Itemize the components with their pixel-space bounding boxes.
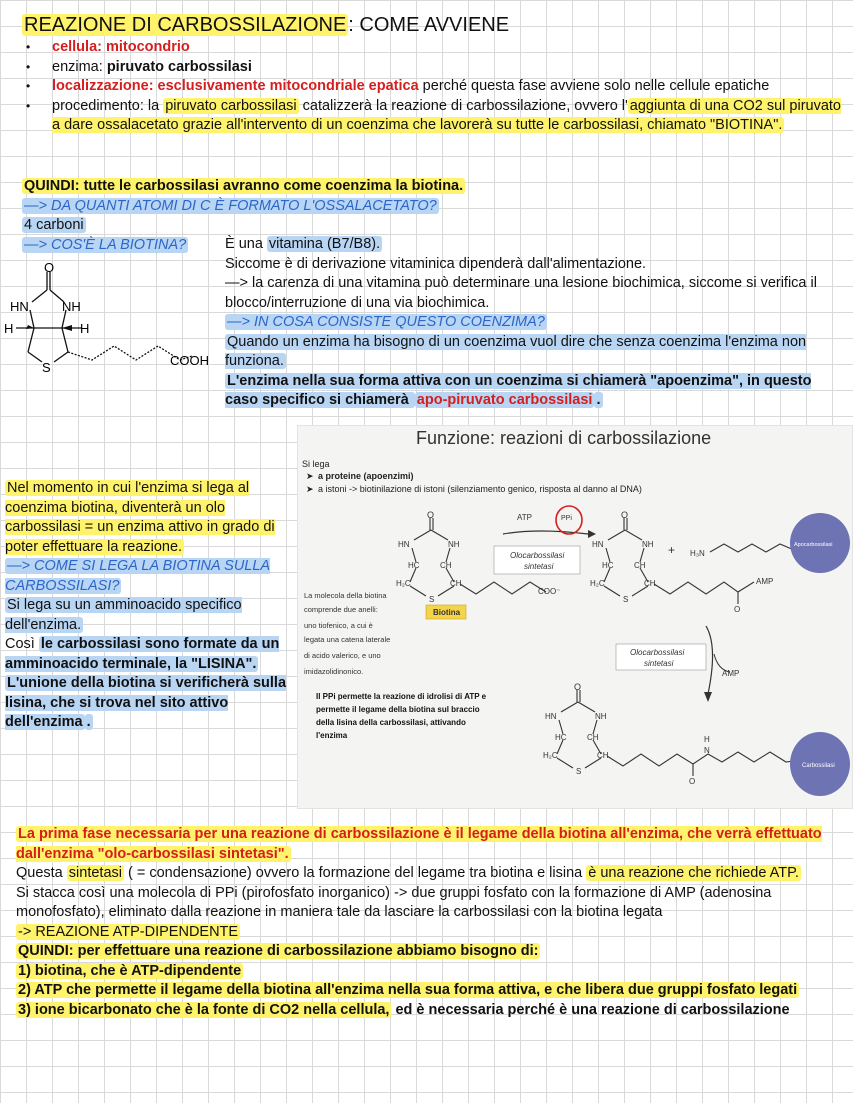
svg-text:della lisina della carbossilas: della lisina della carbossilasi, attivando xyxy=(316,718,466,727)
m1-hn: HN xyxy=(398,540,410,549)
m2-hc: HC xyxy=(602,561,614,570)
question-biotin-binding: —> COME SI LEGA LA BIOTINA SULLA CARBOSSILASI? xyxy=(5,558,271,594)
conclusion-1: QUINDI: tutte le carbossilasi avranno come coenzima la biotina. xyxy=(24,178,464,194)
svg-text:di acido valerico, e uno: di acido valerico, e uno xyxy=(304,651,381,660)
biotin-bonds xyxy=(16,272,192,362)
apocarboxylase-label: Apocarbossilasi xyxy=(794,542,833,548)
figure-bullet-arrow-1: ➤ xyxy=(306,471,314,481)
enzyme-box-1-l1: Olocarbossilasi xyxy=(510,551,565,560)
group-cooh: COOH xyxy=(170,353,209,368)
m3-nh: NH xyxy=(595,712,607,721)
m1-h2c: H₂C xyxy=(396,579,411,588)
figure-bullet-1: a proteine (apoenzimi) xyxy=(318,471,414,481)
question-biotin: —> COS'È LA BIOTINA? xyxy=(24,237,187,253)
coenzyme-need-line: Quando un enzima ha bisogno di un coenzima vuol dire che senza coenzima l'enzima non funziona. xyxy=(225,333,807,369)
m1-hc: HC xyxy=(408,561,420,570)
enzyme-box-1-l2: sintetasi xyxy=(524,562,554,571)
biotin-structure xyxy=(4,258,219,380)
aminoacid-paragraph: Si lega su un amminoacido specifico dell'enzima. xyxy=(5,597,242,633)
question-carbon-atoms: —> DA QUANTI ATOMI DI C È FORMATO L'OSSALACETATO? xyxy=(24,198,437,214)
m3-ch: CH xyxy=(587,733,599,742)
left-column xyxy=(5,479,289,733)
enzyme-box-2-l1: Olocarbossilasi xyxy=(630,648,685,657)
requirement-3: 3) ione bicarbonato che è la fonte di CO2 nella cellula, ed è necessaria perché è una reazione di carbossilazione xyxy=(18,1001,790,1018)
atp-dependent-line: -> REAZIONE ATP-DIPENDENTE xyxy=(18,923,239,940)
biotin-molecule-2 xyxy=(604,518,754,604)
h3n-label: H₃N xyxy=(690,549,705,558)
atom-o: O xyxy=(44,260,55,275)
bullet-localization: • localizzazione: esclusivamente mitocondriale epatica perché questa fase avviene solo nelle cellule epatiche xyxy=(22,77,848,97)
ppi-paragraph: Si stacca così una molecola di PPi (pirofosfato inorganico) -> due gruppi fosfato con la formazione di AMP (adenosina monofosfato), eliminato dalla reazione in maniera tale da lasciare la carbossilasi con la biotina legata xyxy=(16,884,772,920)
atom-h-right: H xyxy=(80,321,90,336)
lysine-chain-1 xyxy=(710,544,794,552)
synthetase-paragraph: Questa sintetasi ( = condensazione) ovvero la formazione del legame tra biotina e lisina è una reazione che richiede ATP. xyxy=(16,865,799,881)
requirement-2: 2) ATP che permette il legame della biotina all'enzima nella sua forma attiva, e che libera due gruppi fosfato legati xyxy=(18,982,798,998)
svg-text:La molecola della biotina: La molecola della biotina xyxy=(304,591,387,600)
ppi-note xyxy=(316,692,487,740)
biotin-diet-line: Siccome è di derivazione vitaminica dipenderà dall'alimentazione. xyxy=(225,255,647,272)
ppi-label: PPi xyxy=(561,515,572,522)
m2-h2c: H₂C xyxy=(590,579,605,588)
svg-text:imidazolidinonico.: imidazolidinonico. xyxy=(304,667,364,676)
biotin-explanation xyxy=(225,235,845,411)
page-title xyxy=(22,12,509,38)
m3-h: H xyxy=(704,735,710,744)
m1-nh: NH xyxy=(448,540,460,549)
title-rest: : COME AVVIENE xyxy=(348,14,510,36)
bullet-list xyxy=(22,38,848,136)
apoenzyme-line: L'enzima nella sua forma attiva con un coenzima si chiamerà "apoenzima", in questo caso specifico si chiamerà apo-piruvato carbossilasi . xyxy=(225,372,812,408)
atom-h-left: H xyxy=(4,321,14,336)
figure-si-lega: Si lega xyxy=(302,459,330,469)
bullet-procedure: • procedimento: la piruvato carbossilasi catalizzerà la reazione di carbossilazione, ovvero l' aggiunta di una CO2 sul piruvato a dare ossalacetato grazie all'intervento di un coenzima che lavorerà su tutte le carbossilasi, chiamato "BIOTINA". xyxy=(22,97,848,136)
wedge-bond-right xyxy=(62,325,72,331)
bottom-section xyxy=(16,825,846,1020)
amp-label-2: AMP xyxy=(722,669,740,678)
biotin-description xyxy=(304,591,390,676)
m3-ch2: CH xyxy=(597,751,609,760)
question-coenzyme: —> IN COSA CONSISTE QUESTO COENZIMA? xyxy=(227,314,545,330)
biotin-vitamin-line: È una vitamina (B7/B8). xyxy=(225,236,381,252)
requirement-1: 1) biotina, che è ATP-dipendente xyxy=(18,962,242,979)
svg-text:comprende due anelli:: comprende due anelli: xyxy=(304,605,378,614)
biotina-badge: Biotina xyxy=(433,608,461,617)
atom-hn: HN xyxy=(10,299,29,314)
carboxylation-figure xyxy=(297,425,853,809)
atom-s: S xyxy=(42,360,51,375)
svg-text:Il PPi permette la reazione di: Il PPi permette la reazione di idrolisi di ATP e xyxy=(316,692,487,701)
figure-title: Funzione: reazioni di carbossilazione xyxy=(416,428,712,448)
active-site-paragraph: L'unione della biotina si verificherà sulla lisina, che si trova nel sito attivo dell'enzima . xyxy=(5,675,287,730)
m2-s: S xyxy=(623,595,629,604)
m2-ch2: CH xyxy=(644,579,656,588)
m1-coo: COO⁻ xyxy=(538,587,561,596)
m3-h2c: H₂C xyxy=(543,751,558,760)
answer-carbon-atoms: 4 carboni xyxy=(24,217,84,233)
m1-ch: CH xyxy=(440,561,452,570)
m1-ch2: CH xyxy=(450,579,462,588)
m3-s: S xyxy=(576,767,582,776)
plus-sign: + xyxy=(668,543,676,557)
m3-hn: HN xyxy=(545,712,557,721)
reaction-arrow-2-head xyxy=(704,692,712,702)
enzyme-box-2-l2: sintetasi xyxy=(644,659,674,668)
svg-text:l'enzima: l'enzima xyxy=(316,731,348,740)
figure-bullet-2: a istoni -> biotinilazione di istoni (silenziamento genico, risposta al danno al DNA) xyxy=(318,484,642,494)
svg-text:uno tiofenico, a cui è: uno tiofenico, a cui è xyxy=(304,621,373,630)
lysine-paragraph: Così le carbossilasi sono formate da un amminoacido terminale, la "LISINA". xyxy=(5,636,280,672)
figure-bullet-arrow-2: ➤ xyxy=(306,484,314,494)
reaction-arrow-2 xyxy=(706,626,713,694)
m3-o: O xyxy=(574,682,582,692)
m1-o: O xyxy=(427,510,435,520)
m2-hn: HN xyxy=(592,540,604,549)
reaction-arrow-1-head xyxy=(588,530,596,538)
m3-n: N xyxy=(704,746,710,755)
m2-o2: O xyxy=(734,605,741,614)
svg-text:permette il legame della bioti: permette il legame della biotina sul braccio xyxy=(316,705,480,714)
atp-label: ATP xyxy=(517,513,532,522)
carboxylase-label: Carbossilasi xyxy=(802,763,835,769)
conclusion-2: QUINDI: per effettuare una reazione di carbossilazione abbiamo bisogno di: xyxy=(18,943,539,959)
amp-label-1: AMP xyxy=(756,577,774,586)
m2-o: O xyxy=(621,510,629,520)
holocarboxylase-paragraph: Nel momento in cui l'enzima si lega al coenzima biotina, diventerà un olo carbossilasi = un enzima attivo in grado di poter effettuare la reazione. xyxy=(5,480,275,555)
figure-canvas xyxy=(298,426,852,808)
m1-s: S xyxy=(429,595,435,604)
m3-o2: O xyxy=(689,777,696,786)
title-highlight: REAZIONE DI CARBOSSILAZIONE xyxy=(24,14,347,36)
m2-ch: CH xyxy=(634,561,646,570)
m2-nh: NH xyxy=(642,540,654,549)
m3-hc: HC xyxy=(555,733,567,742)
biotin-deficiency-line: —> la carenza di una vitamina può determinare una lesione biochimica, siccome si verifica il blocco/interruzione di una via biochimica. xyxy=(225,275,817,311)
bullet-cell: • cellula: mitocondrio xyxy=(22,38,848,58)
svg-text:legata una catena laterale: legata una catena laterale xyxy=(304,635,391,644)
atom-nh: NH xyxy=(62,299,81,314)
bullet-enzyme: • enzima: piruvato carbossilasi xyxy=(22,58,848,78)
first-phase-paragraph: La prima fase necessaria per una reazione di carbossilazione è il legame della biotina all'enzima, che verrà effettuato dall'enzima "olo-carbossilasi sintetasi". xyxy=(16,826,822,862)
